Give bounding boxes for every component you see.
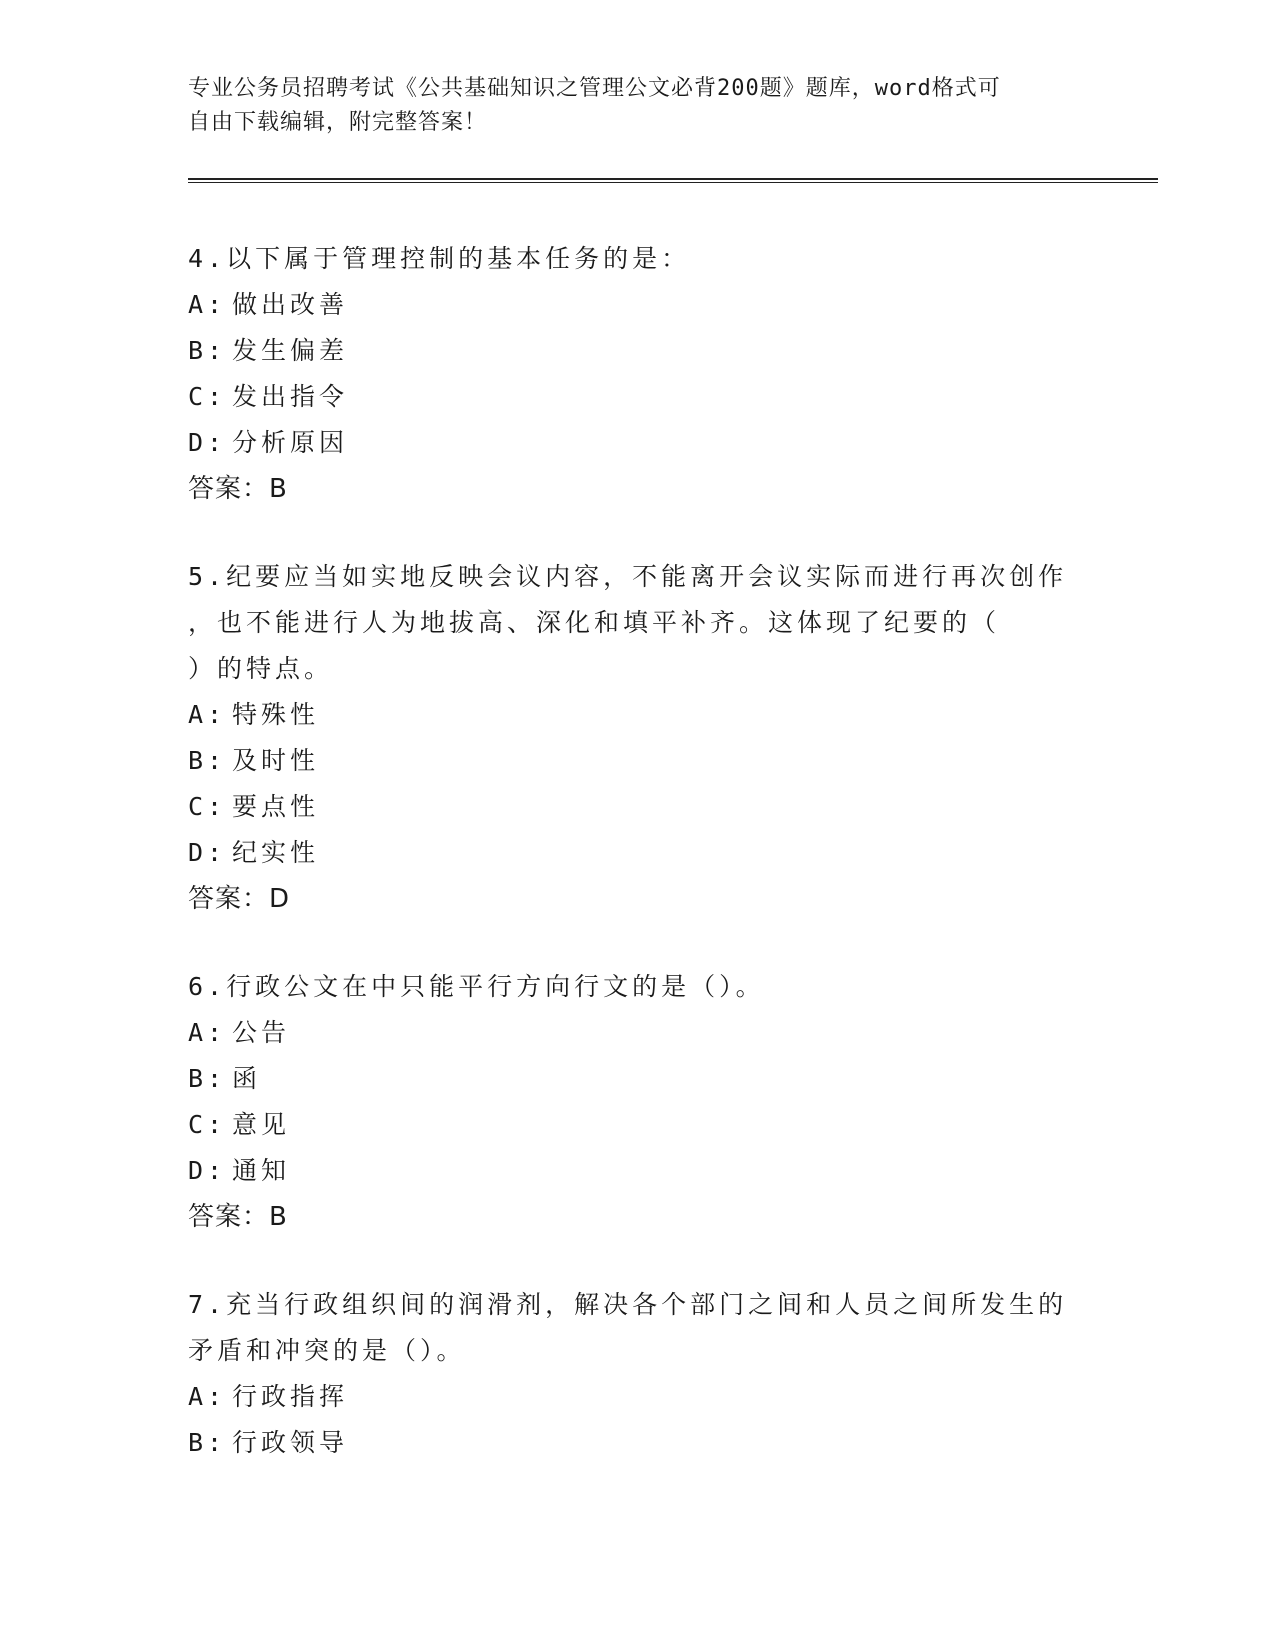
option-key: B: — [188, 336, 227, 365]
answer-option — [188, 1010, 1088, 1056]
header-line-1: 专业公务员招聘考试《公共基础知识之管理公文必背200题》题库，word格式可 — [188, 76, 1001, 101]
answer-option — [188, 692, 1088, 738]
answer-option — [188, 420, 1088, 466]
answer-option — [188, 1056, 1088, 1102]
answer-option — [188, 830, 1088, 876]
option-key: A: — [188, 1018, 227, 1047]
option-text: 意见 — [232, 1110, 291, 1139]
answer-option — [188, 1374, 1088, 1420]
option-key: C: — [188, 382, 227, 411]
question-stem-line: 4.以下属于管理控制的基本任务的是： — [188, 244, 691, 273]
header-divider — [188, 178, 1158, 183]
question-stem-line: 6.行政公文在中只能平行方向行文的是（）。 — [188, 972, 765, 1001]
option-text: 做出改善 — [232, 290, 349, 319]
answer-line: 答案：D — [188, 884, 291, 914]
option-key: B: — [188, 1428, 227, 1457]
option-text: 分析原因 — [232, 428, 349, 457]
option-key: D: — [188, 1156, 227, 1185]
option-key: D: — [188, 838, 227, 867]
option-text: 发出指令 — [232, 382, 349, 411]
option-key: B: — [188, 1064, 227, 1093]
question-stem-line: 7.充当行政组织间的润滑剂，解决各个部门之间和人员之间所发生的 — [188, 1290, 1068, 1319]
question-stem-line: ）的特点。 — [188, 654, 334, 683]
question-list — [188, 236, 1088, 1508]
option-text: 行政指挥 — [232, 1382, 349, 1411]
option-text: 行政领导 — [232, 1428, 349, 1457]
option-key: C: — [188, 792, 227, 821]
answer-option — [188, 328, 1088, 374]
answer-option — [188, 1102, 1088, 1148]
answer-line: 答案：B — [188, 1202, 288, 1232]
question-stem-line: 矛盾和冲突的是（）。 — [188, 1336, 466, 1365]
option-text: 函 — [232, 1064, 262, 1093]
option-text: 要点性 — [232, 792, 320, 821]
option-key: A: — [188, 1382, 227, 1411]
option-key: D: — [188, 428, 227, 457]
option-key: A: — [188, 700, 227, 729]
question-block — [188, 236, 1088, 512]
question-stem-line: 5.纪要应当如实地反映会议内容，不能离开会议实际而进行再次创作 — [188, 562, 1068, 591]
answer-option — [188, 1420, 1088, 1466]
answer-option — [188, 738, 1088, 784]
answer-option — [188, 1148, 1088, 1194]
option-key: A: — [188, 290, 227, 319]
option-text: 特殊性 — [232, 700, 320, 729]
answer-line: 答案：B — [188, 474, 288, 504]
option-text: 通知 — [232, 1156, 291, 1185]
header-line-2: 自由下载编辑，附完整答案！ — [188, 110, 488, 135]
option-text: 纪实性 — [232, 838, 320, 867]
option-text: 及时性 — [232, 746, 320, 775]
question-block — [188, 964, 1088, 1240]
option-key: B: — [188, 746, 227, 775]
answer-option — [188, 784, 1088, 830]
question-stem-line: ，也不能进行人为地拔高、深化和填平补齐。这体现了纪要的（ — [188, 608, 1001, 637]
option-text: 公告 — [232, 1018, 291, 1047]
question-block — [188, 1282, 1088, 1466]
answer-option — [188, 374, 1088, 420]
option-key: C: — [188, 1110, 227, 1139]
document-header — [188, 72, 1088, 140]
option-text: 发生偏差 — [232, 336, 349, 365]
question-block — [188, 554, 1088, 922]
answer-option — [188, 282, 1088, 328]
